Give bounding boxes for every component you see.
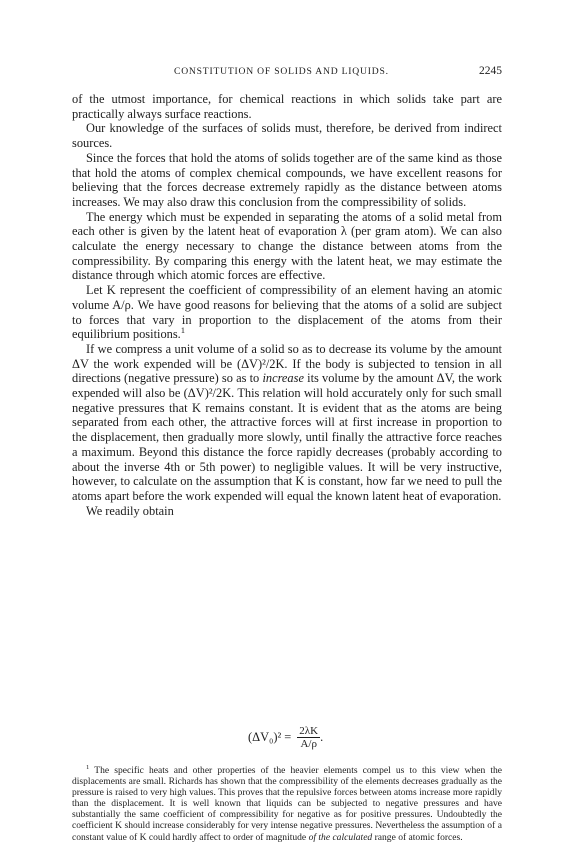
fraction-numerator: 2λK <box>299 724 319 737</box>
footnote-reference: 1 <box>180 325 186 336</box>
equation-fraction <box>297 725 320 750</box>
footnote-tail: range of atomic forces. <box>374 831 463 843</box>
fraction-denominator: A/ρ <box>300 737 317 750</box>
emphasis: increase <box>262 371 304 386</box>
footnote-marker: 1 <box>86 763 90 771</box>
paragraph-continued: of the utmost importance, for chemical reactions in which solids take part are practically always surface reactions. <box>72 92 502 121</box>
paragraph: We readily obtain <box>86 503 174 518</box>
equation-lhs: (ΔV₀)² = <box>248 729 292 744</box>
equation <box>248 722 323 752</box>
body-text <box>72 92 502 518</box>
page-number: 2245 <box>479 65 502 77</box>
footnote-emphasis: of the calculated <box>308 831 373 843</box>
paragraph: The energy which must be expended in separating the atoms of a solid metal from each other is given by the latent heat of evaporation λ (per gram atom). We can also calculate the energy necessary to change the distance between atoms from the compressibility. By comparing this energy with the latent heat, we may estimate the distance through which atomic forces are effective. <box>72 209 502 283</box>
footnote-text: The specific heats and other properties of the heavier elements compel us to this view when the displacements are small. Richards has shown that the compressibility of the elements decreases gradually as the pressure is raised to very high values. This proves that the repulsive forces between atoms increase more rapidly than the displacement. It is well known that liquids can be subjected to negative pressures and have substantially the same coefficient of compressibility for negative as for positive pressures. Undoubtedly the coefficient K should increase considerably for very intense negative pressures. Nevertheless the assumption of a constant value of K could hardly affect to order of magnitude <box>72 765 503 843</box>
paragraph: If we compress a unit volume of a solid so as to decrease its volume by the amount ΔV the work expended will be (ΔV)²/2K. If the body is subjected to tension in all directions (negative pressure) so as to increase its volume by the amount ΔV, the work expended will also be (ΔV)²/2K. This relation will hold accurately only for such small negative pressures that K remains constant. It is evident that as the atoms are being separated from each other, the attractive forces will at first increase in proportion to the displacement, then gradually more slowly, until finally the attractive force reaches a maximum. Beyond this distance the force rapidly decreases (probably according to about the inverse 4th or 5th power) to negligible values. It will be very instructive, however, to calculate on the assumption that K is constant, how far we need to pull the atoms apart before the work expended will equal the known latent heat of evaporation. <box>72 341 502 503</box>
running-title: CONSTITUTION OF SOLIDS AND LIQUIDS. <box>174 66 389 77</box>
paragraph: Our knowledge of the surfaces of solids must, therefore, be derived from indirect sources. <box>72 121 502 151</box>
paragraph: Since the forces that hold the atoms of solids together are of the same kind as those that hold the atoms of complex chemical compounds, we have excellent reasons for believing that the forces decrease extremely rapidly as the distance between atoms increases. We may also draw this conclusion from the compressibility of solids. <box>72 150 502 209</box>
page-header <box>72 66 502 80</box>
footnote <box>72 765 502 843</box>
paragraph: Let K represent the coefficient of compressibility of an element having an atomic volume A/ρ. We have good reasons for believing that the atoms of a solid are subject to forces that vary in proportion to the displacement of the atoms from their equilibrium positions.$^1$ <box>72 283 502 342</box>
equation-period: . <box>320 729 324 744</box>
